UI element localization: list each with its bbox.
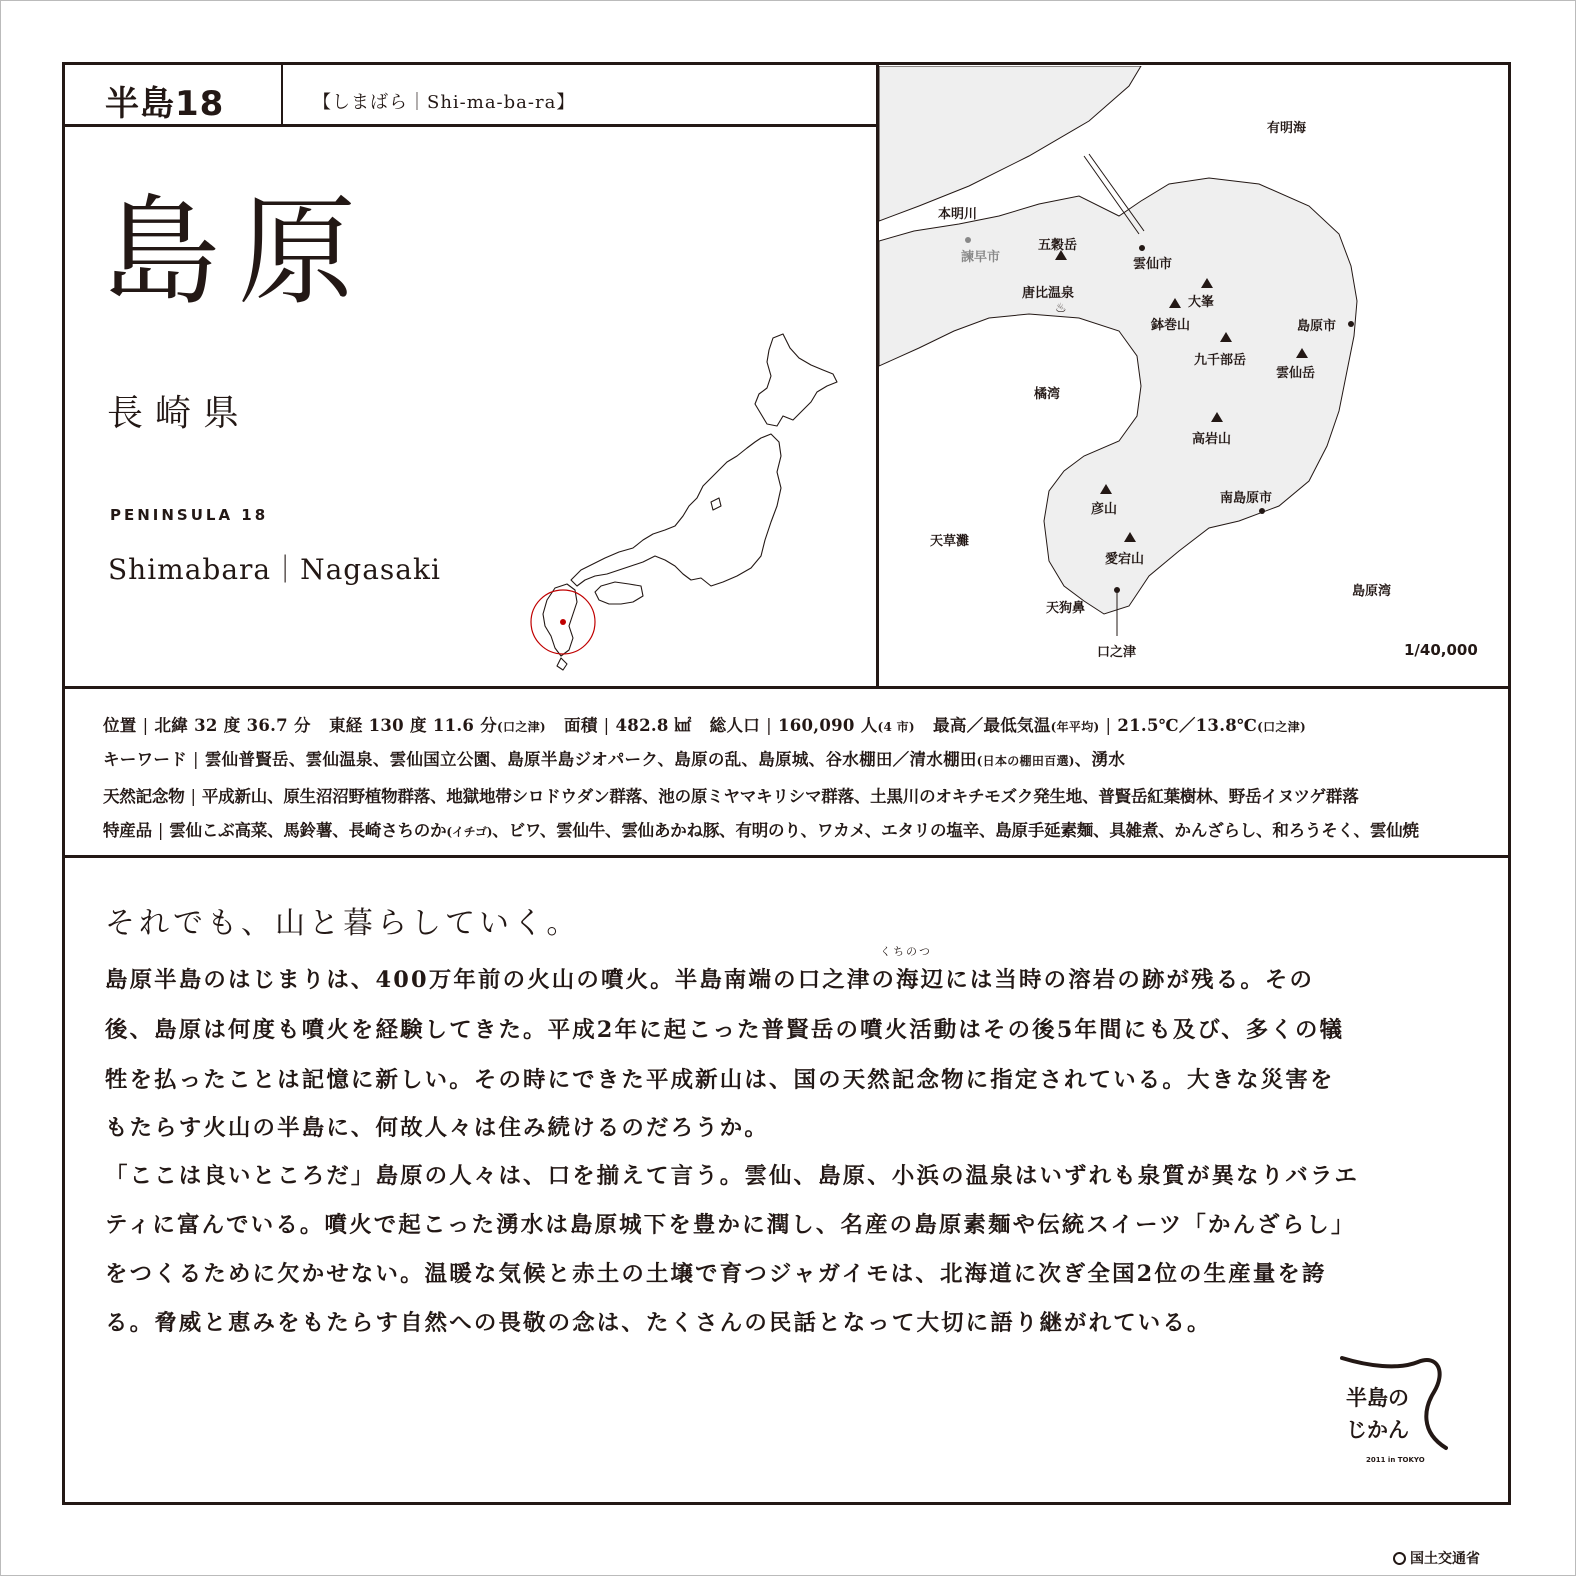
- temperature-value: 21.5℃／13.8℃: [1117, 716, 1258, 735]
- svg-text:♨: ♨: [1055, 301, 1067, 316]
- body-line-1: 島原半島のはじまりは、400万年前の火山の噴火。半島南端の口之津の海辺には当時の溶岩の跡が残る。その: [105, 967, 1315, 993]
- temperature-label: 最高／最低気温: [933, 716, 1051, 735]
- logo-swoosh-icon: [1338, 1352, 1448, 1472]
- ministry-credit: [1393, 1548, 1480, 1568]
- romaji-name: Shimabara｜Nagasaki: [108, 553, 441, 586]
- info-top-rule: [62, 686, 1511, 689]
- label-takaiwa-peak: 高岩山: [1192, 432, 1232, 447]
- label-kuchinotsu: 口之津: [1097, 645, 1137, 660]
- label-shimabara-city: 島原市: [1297, 319, 1337, 334]
- label-tengu-cape: 天狗鼻: [1046, 601, 1086, 616]
- body-line-6: ティに富んでいる。噴火で起こった湧水は島原城下を豊かに潤し、名産の島原素麺や伝統スイーツ「かんざらし」: [105, 1212, 1356, 1238]
- position-label: 位置: [103, 716, 137, 735]
- label-isahaya-city: 諫早市: [961, 250, 1001, 265]
- population-value: 160,090 人: [777, 716, 878, 735]
- body-line-7: をつくるために欠かせない。温暖な気候と赤土の土壌で育つジャガイモは、北海道に次ぎ全国2位の生産量を誇: [105, 1261, 1327, 1287]
- ministry-name: 国土交通省: [1410, 1551, 1480, 1567]
- monuments-text: 平成新山、原生沼沼野植物群落、地獄地帯シロドウダン群落、池の原ミヤマキリシマ群落、土黒川のオキチモズク発生地、普賢岳紅葉樹林、野岳イヌツゲ群落: [201, 787, 1359, 806]
- info-bottom-rule: [62, 855, 1511, 858]
- longitude: 東経 130 度 11.6 分: [328, 716, 498, 735]
- products-label: 特産品: [103, 821, 152, 840]
- population-note: (4 市): [877, 720, 915, 734]
- peninsula-label: PENINSULA 18: [110, 506, 269, 524]
- body-line-3: 牲を払ったことは記憶に新しい。その時にできた平成新山は、国の天然記念物に指定されている。大きな災害を: [105, 1067, 1335, 1093]
- logo-line-1: 半島の: [1346, 1386, 1409, 1410]
- latitude: 北緯 32 度 36.7 分: [154, 716, 311, 735]
- regional-map: [879, 66, 1508, 686]
- info-line-keywords: キーワード | 雲仙普賢岳、雲仙温泉、雲仙国立公園、島原半島ジオパーク、島原の乱、島原城、谷水棚田／清水棚田(日本の棚田百選)、湧水: [103, 750, 1126, 769]
- hanto-no-jikan-logo: [1338, 1352, 1448, 1472]
- label-honmyo-river: 本明川: [938, 207, 978, 222]
- label-karahi-onsen: 唐比温泉: [1022, 286, 1075, 301]
- label-gokoku-peak: 五穀岳: [1038, 238, 1078, 253]
- logo-line-2: じかん: [1346, 1418, 1409, 1442]
- location-dot: [560, 619, 566, 625]
- longitude-note: (口之津): [497, 720, 546, 734]
- label-omine: 大峯: [1188, 295, 1215, 310]
- temperature-location: (口之津): [1257, 720, 1306, 734]
- products-text-a: 雲仙こぶ高菜、馬鈴薯、長崎さちのか: [169, 821, 447, 840]
- peninsula-tag: 半島18: [105, 84, 225, 124]
- ministry-emblem-icon: [1393, 1552, 1406, 1565]
- label-tachibana-bay: 橘湾: [1034, 387, 1061, 402]
- body-line-8: る。脅威と恵みをもたらす自然への畏敬の念は、たくさんの民話となって大切に語り継がれている。: [105, 1310, 1212, 1336]
- temperature-note: (年平均): [1050, 720, 1100, 734]
- keywords-label: キーワード: [103, 750, 187, 769]
- monuments-label: 天然記念物: [103, 787, 185, 806]
- products-text-b: 、ビワ、雲仙牛、雲仙あかね豚、有明のり、ワカメ、エタリの塩辛、島原手延素麺、具雑煮、かんざらし、和ろうそく、雲仙焼: [492, 821, 1419, 840]
- keywords-tail: 、湧水: [1074, 750, 1126, 769]
- label-shimabara-bay: 島原湾: [1352, 584, 1392, 599]
- reading: 【しまばら｜Shi-ma-ba-ra】: [313, 92, 576, 113]
- area-value: 482.8 ㎢: [615, 716, 692, 735]
- label-minamishimabara-city: 南島原市: [1220, 491, 1273, 506]
- header-divider: [281, 62, 283, 125]
- prefecture: 長崎県: [107, 393, 252, 434]
- area-label: 面積: [564, 716, 598, 735]
- keywords-note: (日本の棚田百選): [976, 754, 1075, 768]
- info-line-products: 特産品 | 雲仙こぶ高菜、馬鈴薯、長崎さちのか(イチゴ)、ビワ、雲仙牛、雲仙あかね豚、有明のり、ワカメ、エタリの塩辛、島原手延素麺、具雑煮、かんざらし、和ろうそく、雲仙焼: [103, 821, 1419, 840]
- logo-subtitle: 2011 in TOKYO: [1366, 1456, 1425, 1464]
- label-amakusa-sea: 天草灘: [930, 534, 970, 549]
- map-scale: 1/40,000: [1404, 641, 1478, 659]
- info-line-location: 位置 | 北緯 32 度 36.7 分 東経 130 度 11.6 分(口之津) 面積 | 482.8 ㎢ 総人口 | 160,090 人(4 市) 最高／最低気温(年平均) | 21.5℃／13.8℃(口之津): [103, 716, 1306, 735]
- label-hikosan: 彦山: [1091, 502, 1118, 517]
- label-hachimaki-peak: 鉢巻山: [1151, 318, 1191, 333]
- body-line-2: 後、島原は何度も噴火を経験してきた。平成2年に起こった普賢岳の噴火活動はその後5年間にも及び、多くの犠: [105, 1017, 1345, 1043]
- body-heading: それでも、山と暮らしていく。: [105, 906, 581, 941]
- info-line-monuments: 天然記念物 | 平成新山、原生沼沼野植物群落、地獄地帯シロドウダン群落、池の原ミヤマキリシマ群落、土黒川のオキチモズク発生地、普賢岳紅葉樹林、野岳イヌツゲ群落: [103, 787, 1359, 806]
- label-ariake-sea: 有明海: [1267, 121, 1307, 136]
- label-unzendake: 雲仙岳: [1276, 366, 1316, 381]
- japan-map-icon: [515, 330, 865, 675]
- label-kusenbu-peak: 九千部岳: [1194, 353, 1247, 368]
- keywords-text: 雲仙普賢岳、雲仙温泉、雲仙国立公園、島原半島ジオパーク、島原の乱、島原城、谷水棚田／清水棚田: [204, 750, 977, 769]
- label-unzen-city: 雲仙市: [1133, 257, 1173, 272]
- population-label: 総人口: [709, 716, 761, 735]
- ruby-kuchinotsu: くちのつ: [880, 945, 932, 958]
- body-line-5: 「ここは良いところだ」島原の人々は、口を揃えて言う。雲仙、島原、小浜の温泉はいずれも泉質が異なりバラエ: [105, 1163, 1360, 1189]
- page-title: 島原: [102, 183, 375, 321]
- label-atago-peak: 愛宕山: [1105, 552, 1145, 567]
- products-note: (イチゴ): [446, 825, 493, 839]
- body-line-4: もたらす火山の半島に、何故人々は住み続けるのだろうか。: [105, 1115, 769, 1141]
